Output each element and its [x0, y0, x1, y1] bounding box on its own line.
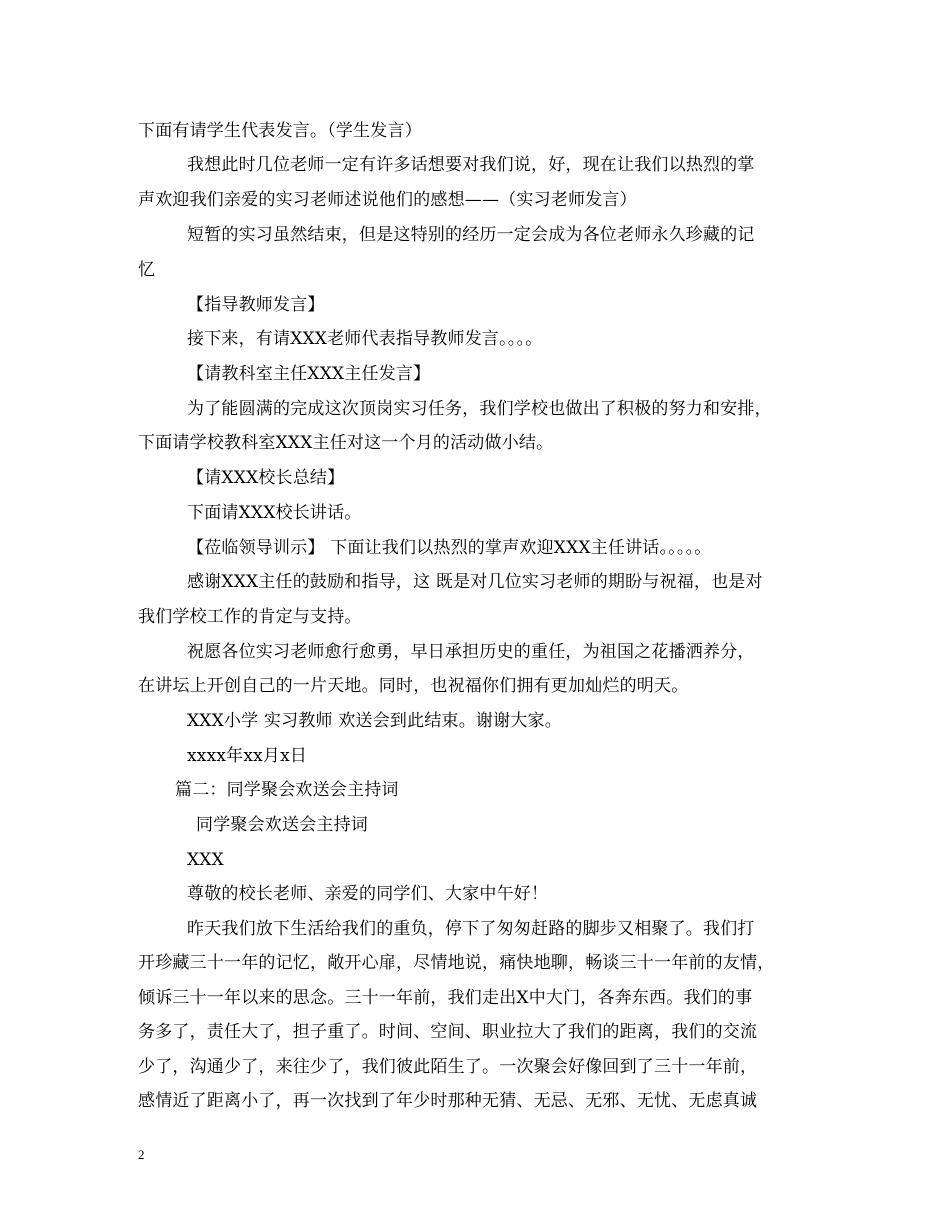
text-line: 为了能圆满的完成这次顶岗实习任务，我们学校也做出了积极的努力和安排， — [187, 399, 772, 419]
date-line: xxxx年xx月x日 — [187, 746, 308, 766]
section-heading: 【指导教师发言】 — [187, 295, 325, 315]
text-line: 开珍藏三十一年的记忆，敞开心扉，尽情地说，痛快地聊，畅谈三十一年前的友情， — [138, 953, 775, 973]
text-line: XXX — [187, 850, 224, 870]
text-line: 忆 — [138, 260, 156, 280]
text-line: 倾诉三十一年以来的思念。三十一年前，我们走出X中大门，各奔东西。我们的事 — [138, 988, 753, 1008]
section-heading: 【请XXX校长总结】 — [187, 468, 345, 488]
text-line: 下面请XXX校长讲话。 — [187, 503, 362, 523]
text-line: XXX小学 实习教师 欢送会到此结束。谢谢大家。 — [187, 711, 562, 731]
text-line: 声欢迎我们亲爱的实习老师述说他们的感想——（实习老师发言） — [138, 190, 637, 210]
text-line: 【莅临领导训示】 下面让我们以热烈的掌声欢迎XXX主任讲话。。。。。 — [187, 538, 712, 558]
text-line: 昨天我们放下生活给我们的重负，停下了匆匆赶路的脚步又相聚了。我们打 — [187, 919, 755, 939]
page-number: 2 — [138, 1147, 145, 1162]
text-line: 务多了，责任大了，担子重了。时间、空间、职业拉大了我们的距离，我们的交流 — [138, 1022, 758, 1042]
chapter-title: 篇二：同学聚会欢送会主持词 — [175, 780, 399, 800]
text-line: 祝愿各位实习老师愈行愈勇，早日承担历史的重任，为祖国之花播洒养分， — [187, 642, 755, 662]
text-line: 下面有请学生代表发言。（学生发言） — [138, 121, 422, 141]
text-line: 短暂的实习虽然结束，但是这特别的经历一定会成为各位老师永久珍藏的记 — [187, 225, 755, 245]
section-title: 同学聚会欢送会主持词 — [196, 815, 368, 835]
text-line: 我们学校工作的肯定与支持。 — [138, 607, 362, 627]
text-line: 感情近了距离小了，再一次找到了年少时那种无猜、无忌、无邪、无忧、无虑真诚 — [138, 1091, 758, 1111]
section-heading: 【请教科室主任XXX主任发言】 — [187, 364, 431, 384]
text-line: 下面请学校教科室XXX主任对这一个月的活动做小结。 — [138, 433, 554, 453]
text-line: 少了，沟通少了，来往少了，我们彼此陌生了。一次聚会好像回到了三十一年前， — [138, 1057, 758, 1077]
text-line: 我想此时几位老师一定有许多话想要对我们说，好，现在让我们以热烈的掌 — [187, 155, 755, 175]
text-line: 在讲坛上开创自己的一片天地。同时，也祝福你们拥有更加灿烂的明天。 — [138, 676, 689, 696]
text-line: 尊敬的校长老师、亲爱的同学们、大家中午好！ — [187, 884, 549, 904]
text-line: 感谢XXX主任的鼓励和指导，这 既是对几位实习老师的期盼与祝福，也是对 — [187, 572, 763, 592]
text-line: 接下来，有请XXX老师代表指导教师发言。。。。 — [187, 329, 543, 349]
